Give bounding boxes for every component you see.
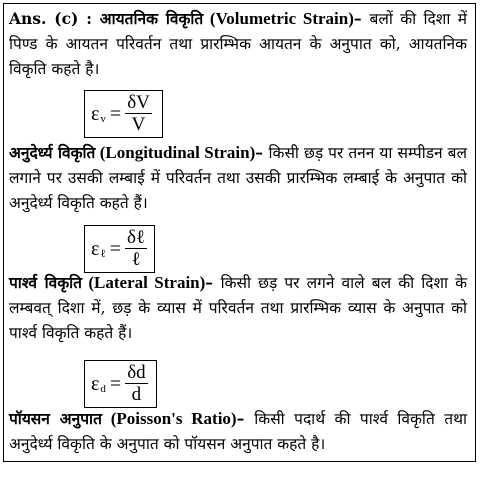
formula-lhs xyxy=(91,238,106,261)
formula-subscript: v xyxy=(100,112,106,125)
poissons-ratio-english-term: (Poisson's Ratio) xyxy=(101,409,237,428)
dash-separator: – xyxy=(205,273,221,292)
fraction-denominator: V xyxy=(131,113,146,135)
longitudinal-strain-formula xyxy=(84,225,155,273)
poissons-ratio-paragraph xyxy=(9,406,467,457)
fraction xyxy=(125,93,152,136)
lateral-strain-english-term: (Lateral Strain) xyxy=(81,273,206,292)
lateral-strain-paragraph xyxy=(9,270,467,346)
epsilon-symbol: ε xyxy=(91,372,100,395)
equals-sign: = xyxy=(109,372,122,395)
lateral-strain-heading: पार्श्व विकृति xyxy=(9,273,82,292)
longitudinal-strain-paragraph xyxy=(9,140,467,216)
equals-sign: = xyxy=(109,237,121,260)
dash-separator: – xyxy=(353,9,370,28)
fraction xyxy=(125,363,147,406)
equals-sign: = xyxy=(109,102,122,125)
fraction-denominator: d xyxy=(131,383,142,405)
fraction-numerator: δℓ xyxy=(126,226,146,248)
volumetric-strain-definition: बलों की दिशा में पिण्ड के आयतन परिवर्तन तथा प्रारम्भिक आयतन के अनुपात को, आयतनिक विकृति कहते है। xyxy=(9,10,467,78)
fraction xyxy=(125,228,147,271)
answer-box xyxy=(3,3,476,462)
poissons-ratio-heading: पॉयसन अनुपात xyxy=(9,409,102,428)
volumetric-strain-heading: Ans. (c) : आयतनिक विकृति xyxy=(9,9,204,28)
dash-separator: – xyxy=(255,143,269,162)
fraction-numerator: δV xyxy=(127,91,150,113)
epsilon-symbol: ε xyxy=(91,102,100,125)
dash-separator: – xyxy=(236,409,255,428)
formula-subscript: d xyxy=(100,382,106,395)
volumetric-strain-english-term: (Volumetric Strain) xyxy=(203,9,354,28)
formula-lhs xyxy=(91,103,106,126)
fraction-numerator: δd xyxy=(127,361,146,383)
volumetric-strain-paragraph xyxy=(9,6,467,82)
longitudinal-strain-definition: किसी छड़ पर तनन या सम्पीडन बल लगाने पर उसकी लम्बाई में परिवर्तन तथा उसकी प्रारम्भिक लम्बाई के अनुपात को अनुदेर्ध्य विकृति कहते हैं। xyxy=(9,144,467,212)
longitudinal-strain-english-term: (Longitudinal Strain) xyxy=(95,143,256,162)
volumetric-strain-formula xyxy=(84,90,163,138)
formula-subscript: ℓ xyxy=(100,247,106,260)
epsilon-symbol: ε xyxy=(91,237,100,260)
fraction-denominator: ℓ xyxy=(131,248,141,270)
lateral-strain-formula xyxy=(84,360,157,408)
poissons-ratio-definition: किसी पदार्थ की पार्श्व विकृति तथा अनुदेर्ध्य विकृति के अनुपात को पॉयसन अनुपात कहते है। xyxy=(9,410,467,453)
formula-lhs xyxy=(91,373,106,396)
longitudinal-strain-heading: अनुदेर्ध्य विकृति xyxy=(9,143,96,162)
lateral-strain-definition: किसी छड़ पर लगने वाले बल की दिशा के लम्बवत् दिशा में, छड़ के व्यास में परिवर्तन तथा प्रारम्भिक व्यास के अनुपात को पार्श्व विकृति कहते हैं। xyxy=(9,274,468,342)
